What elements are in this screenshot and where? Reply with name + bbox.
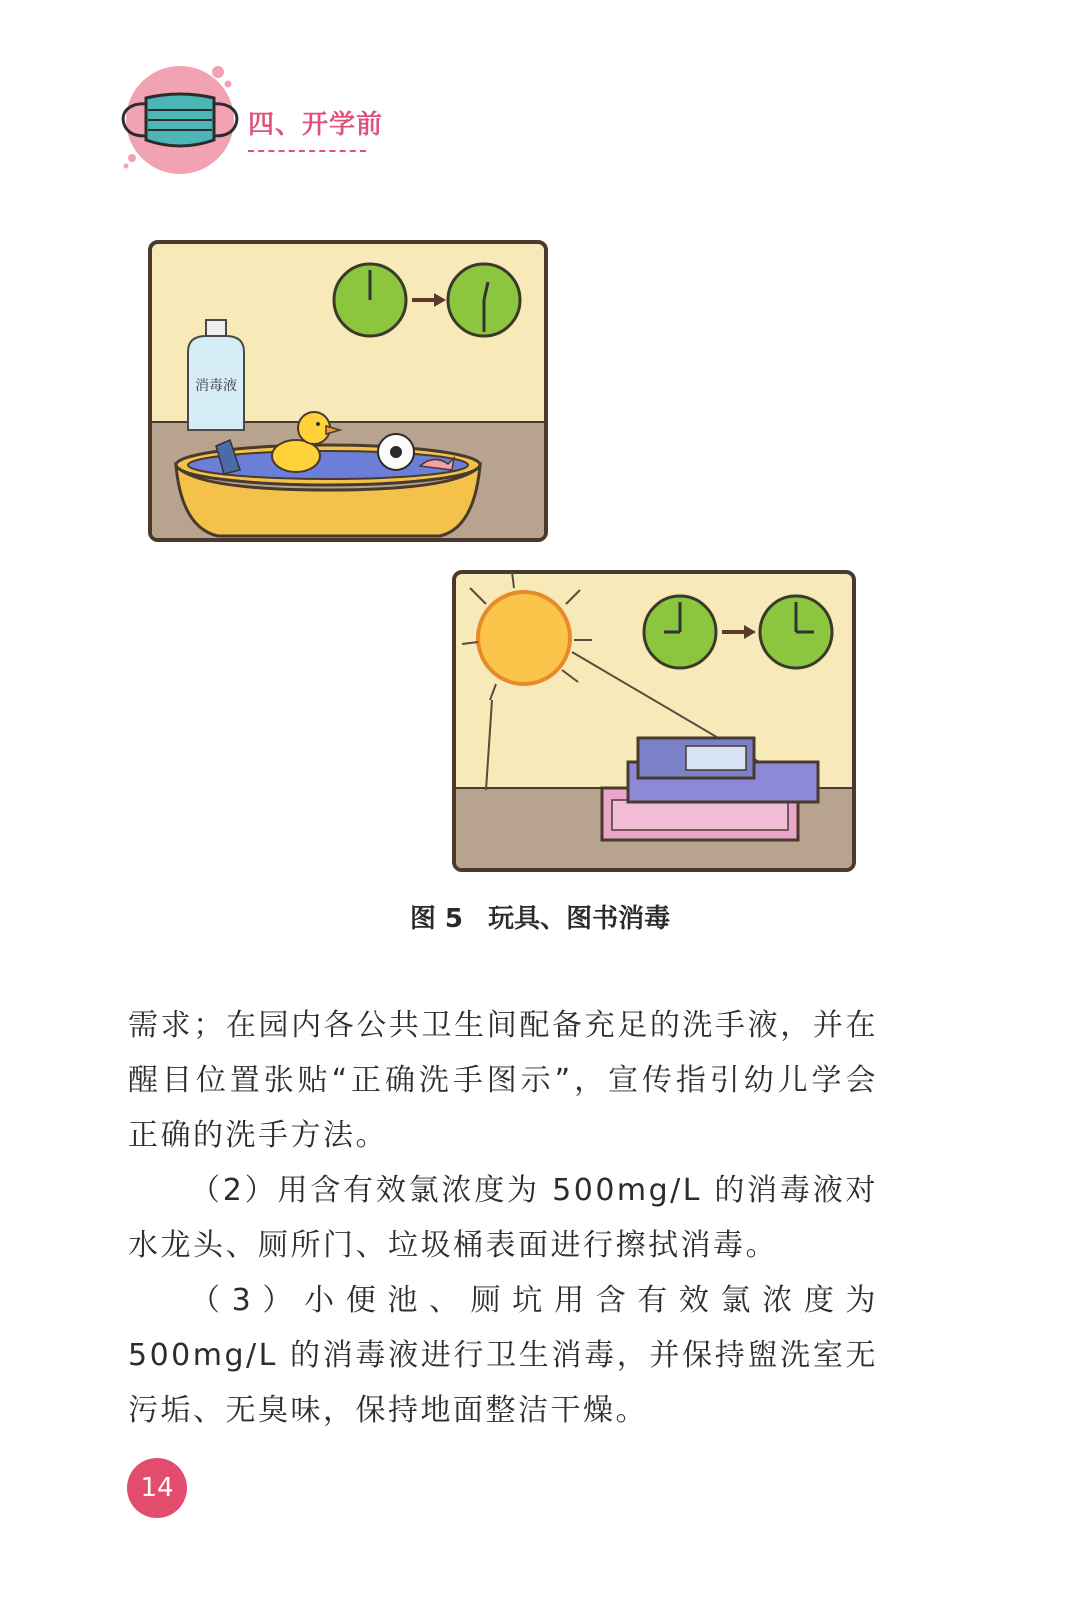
figure-title: 玩具、图书消毒 bbox=[488, 904, 671, 934]
bottle-label: 消毒液 bbox=[195, 378, 237, 394]
clock-icon bbox=[448, 264, 520, 336]
section-title: 四、开学前 bbox=[248, 110, 384, 140]
figure-caption bbox=[0, 898, 1080, 935]
clock-icon bbox=[760, 596, 832, 668]
clock-icon bbox=[334, 264, 406, 336]
page-number: 14 bbox=[127, 1458, 187, 1518]
title-underline bbox=[248, 150, 366, 152]
chapter-header bbox=[120, 62, 420, 182]
paragraph: 需求；在园内各公共卫生间配备充足的洗手液，并在醒目位置张贴“正确洗手图示”，宣传指引幼儿学会正确的洗手方法。 bbox=[128, 1008, 878, 1153]
paragraph: （3）小便池、厕坑用含有效氯浓度为 500mg/L 的消毒液进行卫生消毒，并保持盥洗室无污垢、无臭味，保持地面整洁干燥。 bbox=[128, 1283, 878, 1428]
mask-icon bbox=[120, 62, 250, 182]
toys-disinfection-illustration bbox=[148, 240, 548, 542]
soccer-ball-icon bbox=[378, 434, 414, 470]
body-text bbox=[128, 998, 878, 1438]
disinfectant-bottle bbox=[188, 320, 244, 430]
figure-number: 图 5 bbox=[409, 904, 464, 934]
books-sunlight-illustration bbox=[452, 570, 856, 872]
paragraph: （2）用含有效氯浓度为 500mg/L 的消毒液对水龙头、厕所门、垃圾桶表面进行擦拭消毒。 bbox=[128, 1173, 878, 1263]
clock-icon bbox=[644, 596, 716, 668]
